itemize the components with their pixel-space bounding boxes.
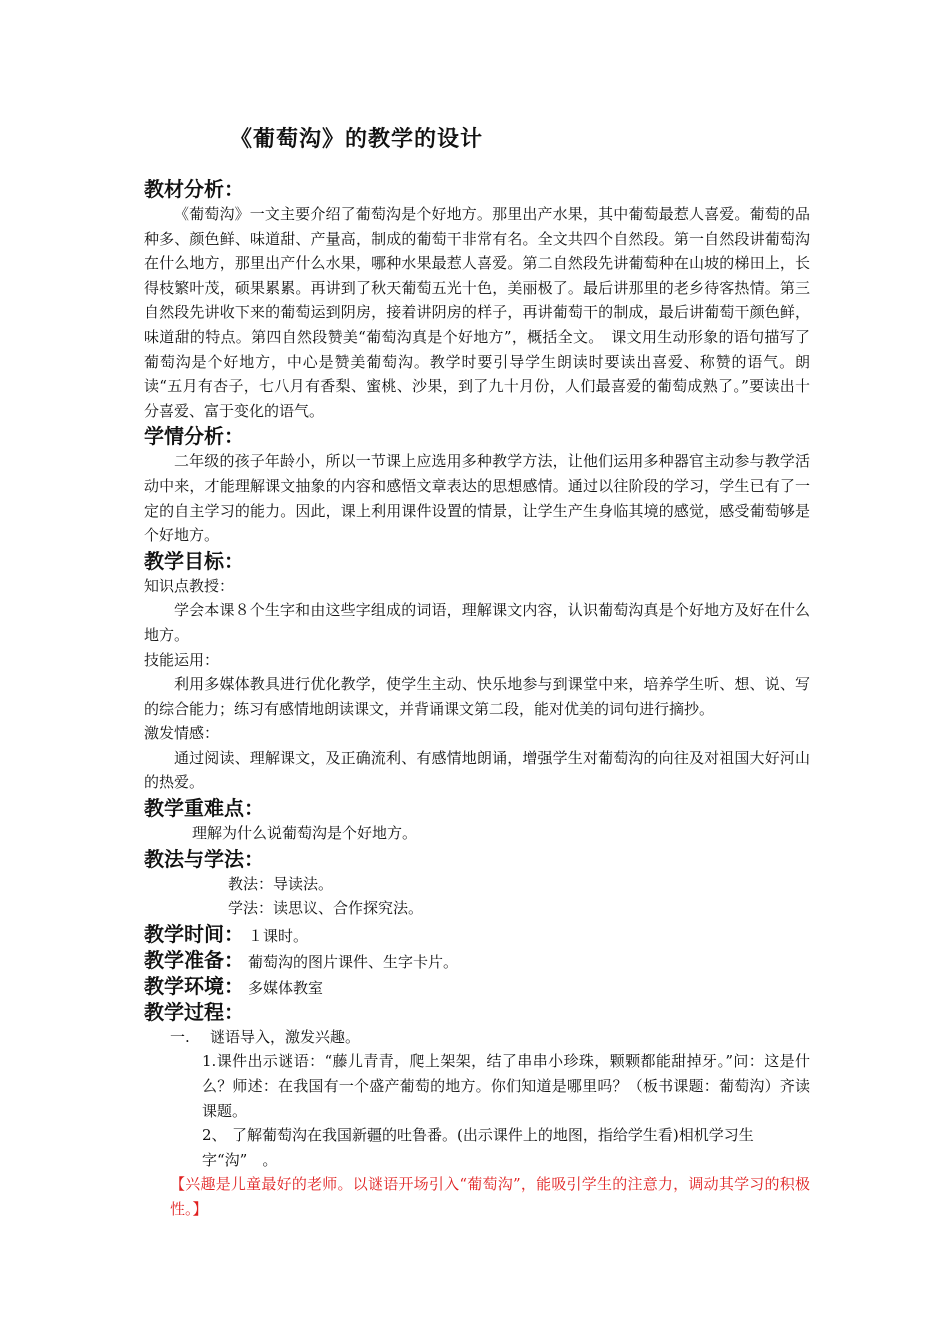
goals-knowledge-label: 知识点教授：: [144, 576, 235, 595]
goals-skill-text: 利用多媒体教具进行优化教学，使学生主动、快乐地参与到课堂中来，培养学生听、想、说、写的综合能力；练习有感情地朗读课文，并背诵课文第二段，能对优美的词句进行摘抄。: [144, 675, 810, 718]
time-row: [144, 921, 810, 947]
time-value: １课时。: [248, 926, 309, 945]
prep-row: [144, 947, 810, 973]
heading-time: 教学时间：: [144, 921, 244, 946]
keypoints-text: 理解为什么说葡萄沟是个好地方。: [192, 824, 418, 843]
learners-text: 二年级的孩子年龄小，所以一节课上应选用多种教学方法，让他们运用多种器官主动参与教学活动中来，才能理解课文抽象的内容和感悟文章表达的思想感情。通过以往阶段的学习，学生已有了一定的自主学习的能力。因此，课上利用课件设置的情景，让学生产生身临其境的感觉，感受葡萄够是个好地方。: [144, 452, 810, 545]
heading-env: 教学环境：: [144, 973, 244, 998]
heading-analysis: 教材分析：: [144, 177, 244, 201]
goals-emotion-label: 激发情感：: [144, 724, 220, 743]
step-1-text: 谜语导入，激发兴趣。: [210, 1027, 361, 1046]
item-2-text: 了解葡萄沟在我国新疆的吐鲁番。(出示课件上的地图，指给学生看)相机学习生字“沟” 。: [202, 1126, 754, 1169]
prep-value: 葡萄沟的图片课件、生字卡片。: [248, 952, 459, 971]
analysis-text: 《葡萄沟》一文主要介绍了葡萄沟是个好地方。那里出产水果，其中葡萄最惹人喜爱。葡萄的品种多、颜色鲜、味道甜、产量高，制成的葡萄干非常有名。全文共四个自然段。第一自然段讲葡萄沟在什么地方，那里出产什么水果，哪种水果最惹人喜爱。第二自然段先讲葡萄种在山坡的梯田上，长得枝繁叶茂，硕果累累。再讲到了秋天葡萄五光十色，美丽极了。最后讲那里的老乡待客热情。第三自然段先讲收下来的葡萄运到阴房，接着讲阴房的样子，再讲葡萄干的制成，最后讲葡萄干颜色鲜，味道甜的特点。第四自然段赞美“葡萄沟真是个好地方”，概括全文。 课文用生动形象的语句描写了葡萄沟是个好地方，中心是赞美葡萄沟。教学时要引导学生朗读时要读出喜爱、称赞的语气。朗读“五月有杏子，七八月有香梨、蜜桃、沙果，到了九十月份，人们最喜爱的葡萄成熟了。”要读出十分喜爱、富于变化的语气。: [144, 205, 810, 420]
heading-process: 教学过程：: [144, 999, 244, 1024]
document-title: 《葡萄沟》的教学的设计: [230, 127, 484, 152]
process-item-2: [144, 1123, 810, 1172]
heading-learners: 学情分析：: [144, 424, 244, 449]
goals-knowledge-text: 学会本课８个生字和由这些字组成的词语，理解课文内容，认识葡萄沟真是个好地方及好在什么地方。: [144, 601, 810, 644]
heading-prep: 教学准备：: [144, 947, 244, 972]
goals-emotion-text: 通过阅读、理解课文，及正确流利、有感情地朗诵，增强学生对葡萄沟的向往及对祖国大好河山的热爱。: [144, 748, 810, 792]
env-value: 多媒体教室: [248, 978, 324, 997]
process-note: 【兴趣是儿童最好的老师。以谜语开场引入“葡萄沟”，能吸引学生的注意力，调动其学习的积极性。】: [170, 1175, 810, 1219]
env-row: [144, 973, 810, 999]
process-step-1: [144, 1025, 810, 1050]
heading-methods: 教法与学法：: [144, 846, 264, 871]
heading-goals: 教学目标：: [144, 548, 244, 573]
step-1-number: 一.: [170, 1027, 190, 1046]
heading-keypoints: 教学重难点：: [144, 796, 264, 821]
item-2-number: 2、: [202, 1126, 227, 1145]
document-body: [144, 176, 810, 1222]
methods-teaching: 教法：导读法。: [228, 874, 334, 893]
goals-skill-label: 技能运用：: [144, 650, 220, 669]
methods-learning: 学法：读思议、合作探究法。: [228, 899, 424, 918]
process-item-1: 1.课件出示谜语：“藤儿青青，爬上架架，结了串串小珍珠，颗颗都能甜掉牙。”问：这是什么？师述：在我国有一个盛产葡萄的地方。你们知道是哪里吗？（板书课题：葡萄沟）齐读课题。: [202, 1052, 810, 1120]
